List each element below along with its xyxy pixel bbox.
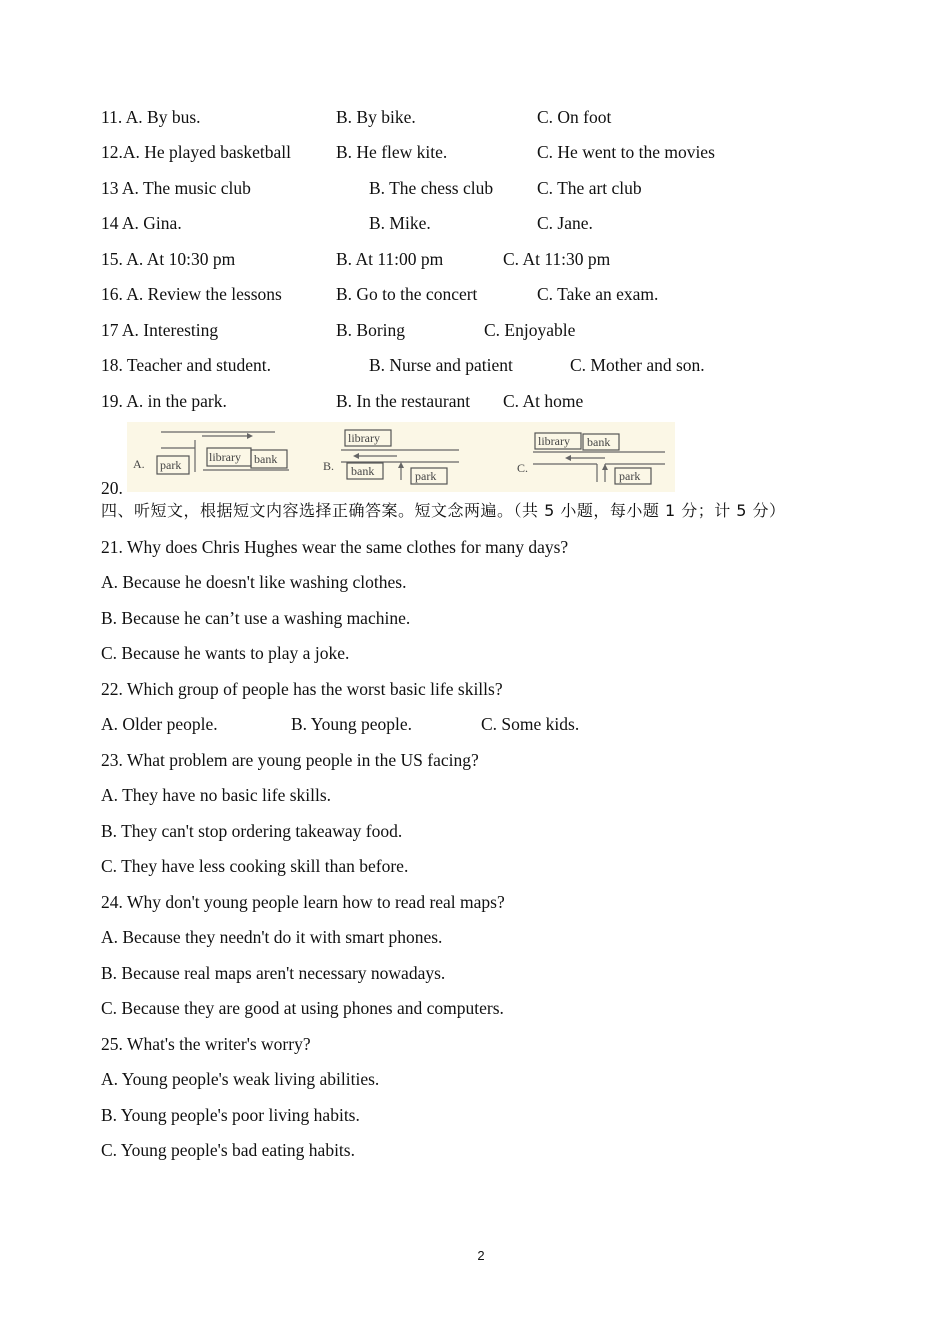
q19-option-c: C. At home xyxy=(503,391,584,411)
map-c-park: park xyxy=(619,469,641,483)
map-c-bank: bank xyxy=(587,435,611,449)
q25-option-c: C. Young people's bad eating habits. xyxy=(101,1140,355,1160)
q14-option-a: 14 A. Gina. xyxy=(101,213,182,233)
q15-option-b: B. At 11:00 pm xyxy=(336,249,444,269)
q18-option-a: 18. Teacher and student. xyxy=(101,355,271,375)
q19-option-b: B. In the restaurant xyxy=(336,391,471,411)
q18-option-b: B. Nurse and patient xyxy=(369,355,513,375)
q20-maps-svg xyxy=(127,422,675,492)
q16-option-b: B. Go to the concert xyxy=(336,284,478,304)
q23-option-b: B. They can't stop ordering takeaway food. xyxy=(101,821,403,841)
q20-map-options-image xyxy=(127,422,675,492)
q19-option-a: 19. A. in the park. xyxy=(101,391,227,411)
section-4-heading: 四、听短文，根据短文内容选择正确答案。短文念两遍。（共 5 小题，每小题 1 分；计 5 分） xyxy=(101,501,786,520)
q13-option-b: B. The chess club xyxy=(369,178,494,198)
q11-option-b: B. By bike. xyxy=(336,107,416,127)
q23-option-a: A. They have no basic life skills. xyxy=(101,785,332,805)
q21-option-a: A. Because he doesn't like washing clothes. xyxy=(101,572,407,592)
q24-option-a: A. Because they needn't do it with smart phones. xyxy=(101,927,443,947)
q11-option-c: C. On foot xyxy=(537,107,612,127)
q14-option-c: C. Jane. xyxy=(537,213,593,233)
q23-stem: 23. What problem are young people in the US facing? xyxy=(101,750,479,770)
q15-option-a: 15. A. At 10:30 pm xyxy=(101,249,236,269)
map-b-bank: bank xyxy=(351,464,375,478)
map-b-label: B. xyxy=(323,459,335,473)
map-c-label: C. xyxy=(517,461,529,475)
map-c-library: library xyxy=(538,434,570,448)
q20-number: 20. xyxy=(101,478,123,498)
q13-option-c: C. The art club xyxy=(537,178,642,198)
q22-stem: 22. Which group of people has the worst basic life skills? xyxy=(101,679,503,699)
q16-option-a: 16. A. Review the lessons xyxy=(101,284,282,304)
map-b-park: park xyxy=(415,469,437,483)
q16-option-c: C. Take an exam. xyxy=(537,284,659,304)
map-a-bank: bank xyxy=(254,452,278,466)
q22-option-c: C. Some kids. xyxy=(481,714,580,734)
q24-option-b: B. Because real maps aren't necessary nowadays. xyxy=(101,963,446,983)
q21-stem: 21. Why does Chris Hughes wear the same clothes for many days? xyxy=(101,537,569,557)
q12-option-b: B. He flew kite. xyxy=(336,142,448,162)
q12-option-c: C. He went to the movies xyxy=(537,142,715,162)
q25-stem: 25. What's the writer's worry? xyxy=(101,1034,311,1054)
q25-option-b: B. Young people's poor living habits. xyxy=(101,1105,360,1125)
map-a-label: A. xyxy=(133,457,145,471)
q24-option-c: C. Because they are good at using phones and computers. xyxy=(101,998,504,1018)
q13-option-a: 13 A. The music club xyxy=(101,178,251,198)
q17-option-a: 17 A. Interesting xyxy=(101,320,219,340)
q15-option-c: C. At 11:30 pm xyxy=(503,249,611,269)
page-number: 2 xyxy=(477,1248,485,1263)
q22-option-a: A. Older people. xyxy=(101,714,218,734)
q22-option-b: B. Young people. xyxy=(291,714,413,734)
q21-option-b: B. Because he can’t use a washing machine. xyxy=(101,608,411,628)
map-a-library: library xyxy=(209,450,241,464)
q23-option-c: C. They have less cooking skill than before. xyxy=(101,856,409,876)
q21-option-c: C. Because he wants to play a joke. xyxy=(101,643,350,663)
q12-option-a: 12.A. He played basketball xyxy=(101,142,292,162)
q18-option-c: C. Mother and son. xyxy=(570,355,705,375)
q25-option-a: A. Young people's weak living abilities. xyxy=(101,1069,380,1089)
q17-option-c: C. Enjoyable xyxy=(484,320,576,340)
q11-option-a: 11. A. By bus. xyxy=(101,107,201,127)
q14-option-b: B. Mike. xyxy=(369,213,431,233)
map-b-library: library xyxy=(348,431,380,445)
map-a-park: park xyxy=(160,458,182,472)
q24-stem: 24. Why don't young people learn how to read real maps? xyxy=(101,892,505,912)
q17-option-b: B. Boring xyxy=(336,320,406,340)
